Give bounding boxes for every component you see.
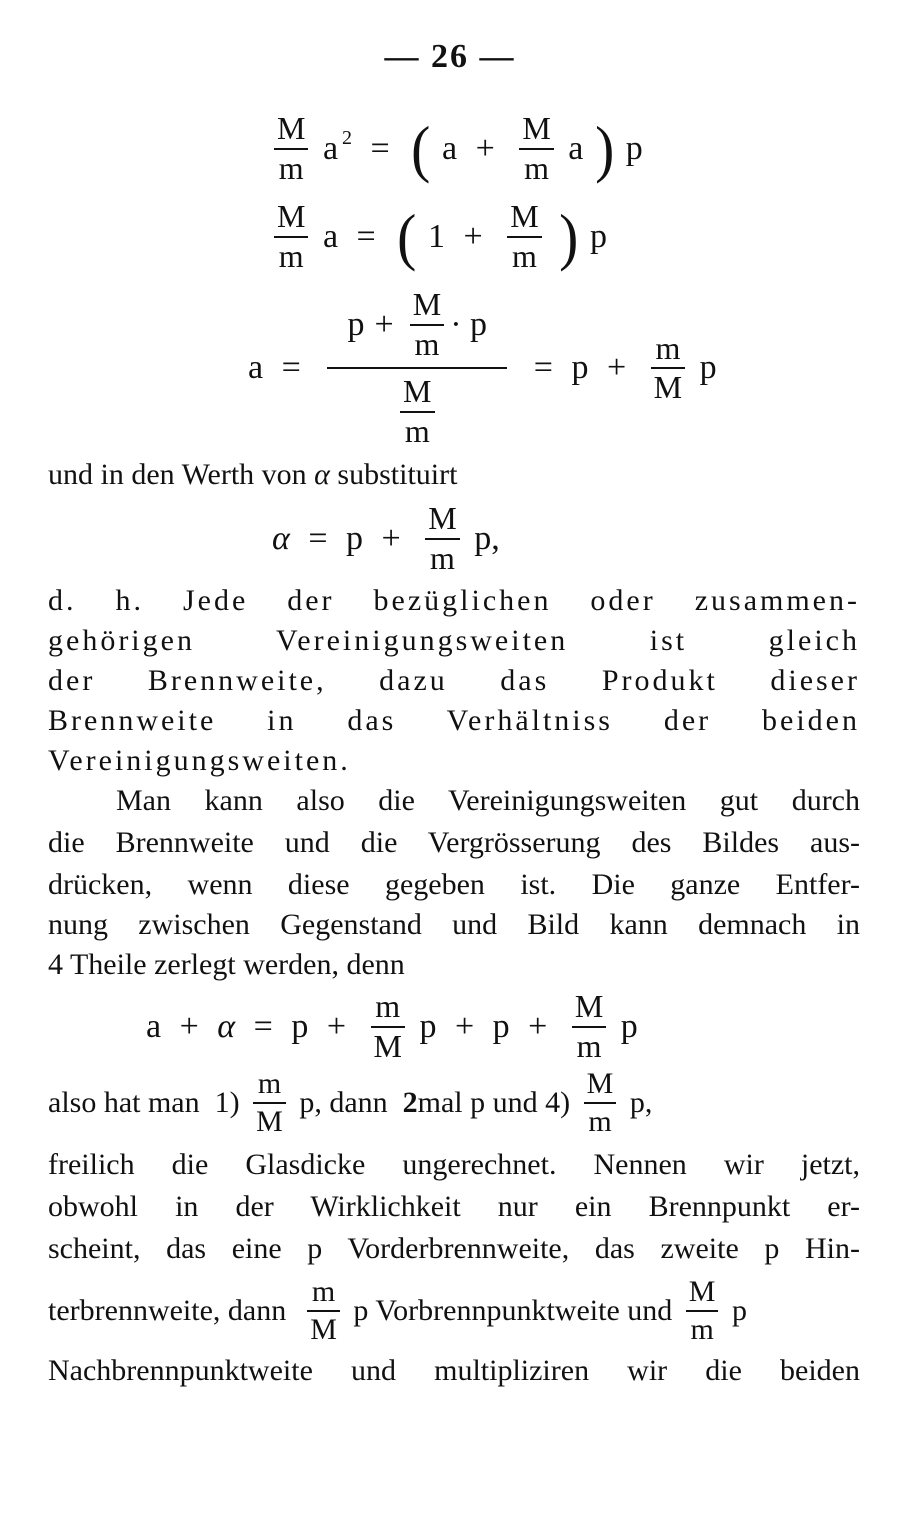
paragraph-line: Man kann also die Vereinigungsweiten gut durch (116, 784, 860, 817)
paragraph-line: Brennweite in das Verhältniss der beiden (48, 704, 860, 737)
fraction-M-over-m: $\frac{M}{m}$ (507, 200, 541, 273)
text-line: und in den Werth von α substituirt (48, 458, 458, 491)
equation-2: $\frac{M}{m}$ a = ( 1 + $\frac{M}{m}$ ) p (268, 200, 607, 273)
paragraph-line: freilich die Glasdicke ungerechnet. Nennen wir jetzt, (48, 1148, 860, 1181)
paragraph-line: drücken, wenn diese gegeben ist. Die ganze Entfer- (48, 868, 860, 901)
paragraph-line: Nachbrennpunktweite und multipliziren wir die beiden (48, 1354, 860, 1387)
fraction-M-over-m: $\frac{M}{m}$ (274, 200, 308, 273)
equation-3: a = p + $\frac{M}{m}$ · p $\frac{M}{m}$ = p + $\frac{m}{M}$ p (248, 286, 717, 449)
equation-4: α = p + $\frac{M}{m}$ p, (272, 500, 500, 576)
equation-5: a + α = p + $\frac{m}{M}$ p + p + $\frac{M}{m}$ p (146, 988, 638, 1064)
fraction-m-over-M: $\frac{m}{M}$ (651, 332, 685, 405)
paragraph-line: obwohl in der Wirklichkeit nur ein Brennpunkt er- (48, 1190, 860, 1223)
fraction-m-over-M: $\frac{m}{M}$ (307, 1276, 340, 1345)
paragraph-line: gehörigen Vereinigungsweiten ist gleich (48, 624, 860, 657)
fraction-M-over-m: $\frac{M}{m}$ (425, 502, 459, 575)
paragraph-line: d. h. Jede der bezüglichen oder zusammen- (48, 584, 860, 617)
fraction-m-over-M: $\frac{m}{M}$ (371, 990, 405, 1063)
fraction-M-over-m: $\frac{M}{m}$ (572, 990, 606, 1063)
fraction-M-over-m: $\frac{M}{m}$ (686, 1276, 719, 1345)
paragraph-line: die Brennweite und die Vergrösserung des Bildes aus- (48, 826, 860, 859)
fraction-M-over-m: $\frac{M}{m}$ (519, 112, 553, 185)
fraction-M-over-m: $\frac{M}{m}$ (274, 112, 308, 185)
text-line-with-fractions: terbrennweite, dann $\frac{m}{M}$ p Vorbrennpunktweite und $\frac{M}{m}$ p (48, 1275, 747, 1346)
text-line-with-fractions: also hat man 1) $\frac{m}{M}$ p, dann 2mal p und 4) $\frac{M}{m}$ p, (48, 1067, 653, 1138)
paragraph-line: scheint, das eine p Vorderbrennweite, das zweite p Hin- (48, 1232, 860, 1265)
fraction-m-over-M: $\frac{m}{M}$ (253, 1068, 286, 1137)
equation-1: $\frac{M}{m}$ a 2 = ( a + $\frac{M}{m}$ a ) p (268, 112, 643, 185)
fraction-M-over-m: $\frac{M}{m}$ (410, 288, 444, 361)
paragraph-line: der Brennweite, dazu das Produkt dieser (48, 664, 860, 697)
compound-fraction: p + $\frac{M}{m}$ · p $\frac{M}{m}$ (327, 288, 507, 448)
paragraph-line: 4 Theile zerlegt werden, denn (48, 948, 405, 981)
fraction-M-over-m: $\frac{M}{m}$ (400, 375, 434, 448)
page-number: — 26 — (384, 38, 516, 75)
paragraph-line: nung zwischen Gegenstand und Bild kann demnach in (48, 908, 860, 941)
paragraph-line: Vereinigungsweiten. (48, 744, 351, 777)
fraction-M-over-m: $\frac{M}{m}$ (584, 1068, 617, 1137)
